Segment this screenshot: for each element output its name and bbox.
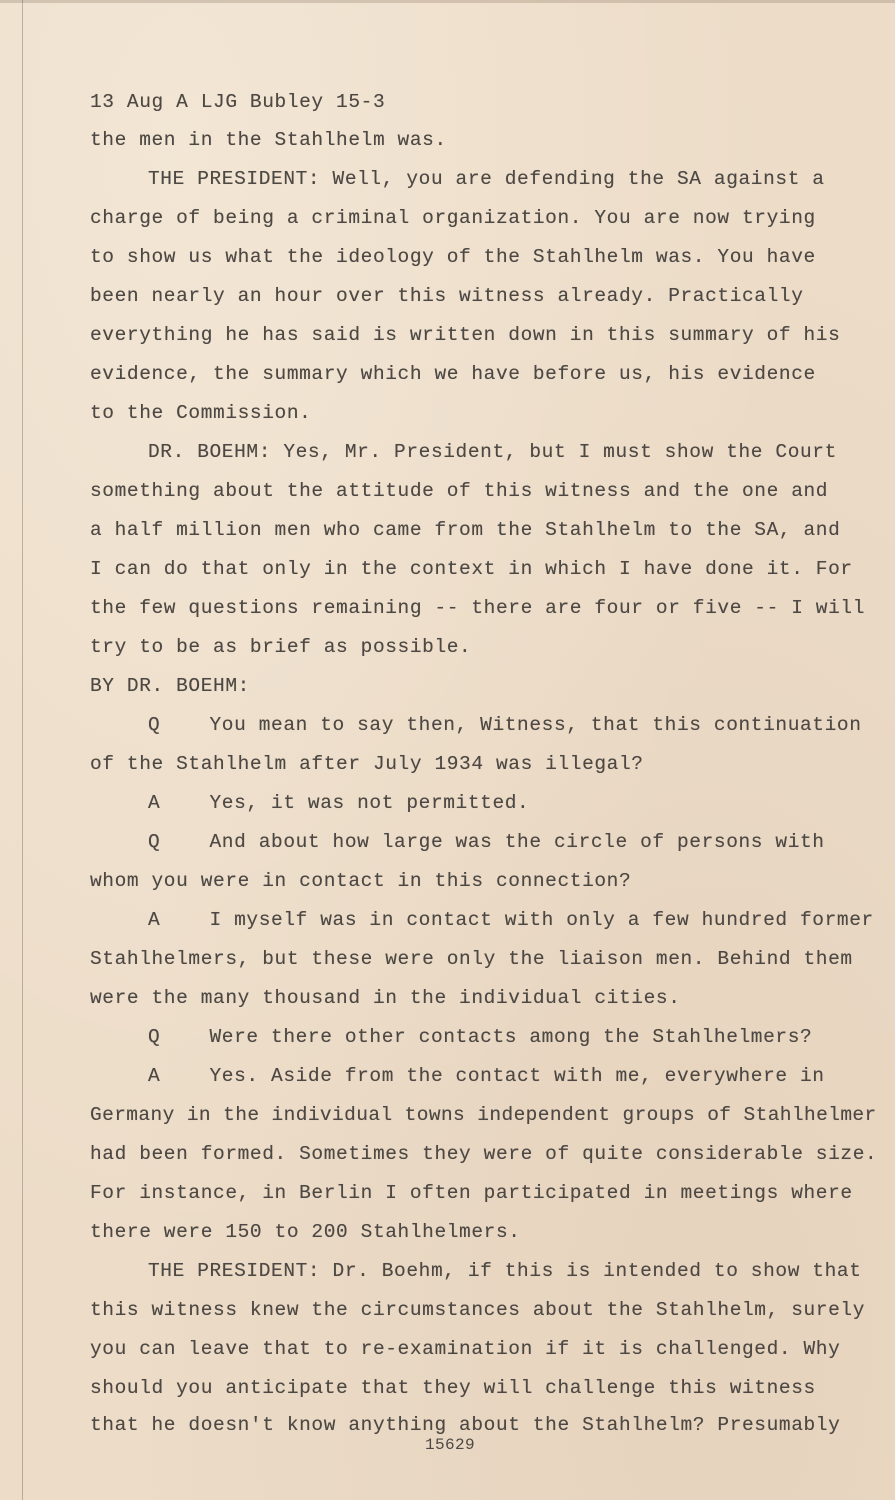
text-line: A Yes, it was not permitted. xyxy=(148,792,530,814)
page-header: 13 Aug A LJG Bubley 15-3 xyxy=(90,91,386,113)
text-line: Q You mean to say then, Witness, that this continuation xyxy=(148,714,862,736)
text-line: to the Commission. xyxy=(90,402,312,424)
text-line: Q Were there other contacts among the Stahlhelmers? xyxy=(148,1026,813,1048)
text-line: something about the attitude of this witness and the one and xyxy=(90,480,829,502)
text-line: were the many thousand in the individual cities. xyxy=(90,987,681,1009)
text-line: For instance, in Berlin I often participated in meetings where xyxy=(90,1182,853,1204)
text-line: I can do that only in the context in which I have done it. For xyxy=(90,558,853,580)
text-line: charge of being a criminal organization. You are now trying xyxy=(90,207,816,229)
text-line: this witness knew the circumstances about the Stahlhelm, surely xyxy=(90,1299,866,1321)
text-line: THE PRESIDENT: Well, you are defending the SA against a xyxy=(148,168,825,190)
text-line: everything he has said is written down in this summary of his xyxy=(90,324,841,346)
text-line: evidence, the summary which we have before us, his evidence xyxy=(90,363,816,385)
text-line: had been formed. Sometimes they were of quite considerable size. xyxy=(90,1143,878,1165)
text-line: the few questions remaining -- there are four or five -- I will xyxy=(90,597,866,619)
page-left-margin-line xyxy=(22,0,23,1500)
text-line: of the Stahlhelm after July 1934 was illegal? xyxy=(90,753,644,775)
page-number: 15629 xyxy=(425,1436,476,1454)
text-line: you can leave that to re-examination if it is challenged. Why xyxy=(90,1338,841,1360)
text-line: there were 150 to 200 Stahlhelmers. xyxy=(90,1221,521,1243)
text-line: been nearly an hour over this witness already. Practically xyxy=(90,285,804,307)
text-line: a half million men who came from the Stahlhelm to the SA, and xyxy=(90,519,841,541)
text-line: the men in the Stahlhelm was. xyxy=(90,129,447,151)
text-line: to show us what the ideology of the Stahlhelm was. You have xyxy=(90,246,816,268)
text-line: should you anticipate that they will challenge this witness xyxy=(90,1377,816,1399)
text-line: whom you were in contact in this connection? xyxy=(90,870,632,892)
text-line: Stahlhelmers, but these were only the liaison men. Behind them xyxy=(90,948,853,970)
text-line: THE PRESIDENT: Dr. Boehm, if this is intended to show that xyxy=(148,1260,862,1282)
text-line: A Yes. Aside from the contact with me, everywhere in xyxy=(148,1065,825,1087)
text-line: Germany in the individual towns independent groups of Stahlhelmer xyxy=(90,1104,877,1126)
text-line: Q And about how large was the circle of persons with xyxy=(148,831,825,853)
text-line: BY DR. BOEHM: xyxy=(90,675,250,697)
page-top-edge xyxy=(0,0,895,3)
text-line: that he doesn't know anything about the Stahlhelm? Presumably xyxy=(90,1414,841,1436)
text-line: DR. BOEHM: Yes, Mr. President, but I must show the Court xyxy=(148,441,837,463)
text-line: try to be as brief as possible. xyxy=(90,636,472,658)
text-line: A I myself was in contact with only a few hundred former xyxy=(148,909,874,931)
